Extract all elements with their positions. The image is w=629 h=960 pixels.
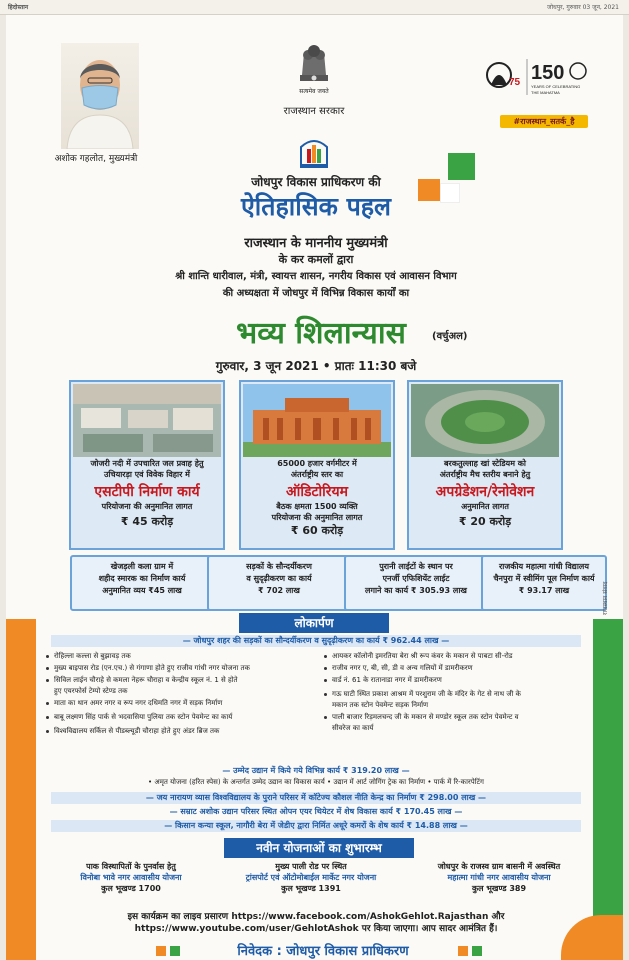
project-desc: 65000 हजार वर्गमीटर में	[277, 459, 357, 468]
headline-note: (वर्चुअल)	[432, 331, 468, 342]
title-main: ऐतिहासिक पहल	[240, 192, 391, 221]
project-cost: ₹ 45 करोड़	[120, 515, 174, 528]
cm-caption: अशोक गहलोत, मुख्यमंत्री	[54, 154, 138, 164]
project-desc: अंतर्राष्ट्रीय स्तर का	[290, 470, 344, 479]
emblem-motto: सत्यमेव जयते	[299, 88, 329, 95]
title-line-3: राजस्थान के माननीय मुख्यमंत्री	[244, 236, 388, 251]
list-item: मुख्य बाइपास रोड (एन.एच.) से गंगाणा होते हुए राजीव गांधी नगर योजना तक	[54, 664, 250, 672]
government-name: राजस्थान सरकार	[283, 106, 345, 117]
svg-text:75: 75	[509, 77, 521, 88]
project-desc: अनुमानित लागत	[461, 502, 509, 511]
list-item: रोहिल्ला कल्ला से बुझावड़ तक	[54, 652, 131, 660]
svg-text:YEARS OF CELEBRATING: YEARS OF CELEBRATING	[531, 84, 581, 89]
project-desc: अंतर्राष्ट्रीय मैच स्तरीय बनाने हेतु	[439, 470, 531, 479]
side-credit: राजस्थान संवाद	[602, 581, 609, 615]
small-project-line: ₹ 702 लाख	[258, 586, 300, 595]
small-project-line: पुरानी लाईटों के स्थान पर	[379, 562, 453, 571]
list-item: वार्ड नं. 61 के रातानाडा नगर में डामरीकरण	[332, 676, 442, 684]
headline: भव्य शिलान्यास	[236, 316, 406, 351]
live-stream-note	[66, 911, 566, 935]
university-bar: — जय नारायण व्यास विश्वविद्यालय के पुराने परिसर में कॉटेज्य कौशल नीति केन्द्र का निर्माण ₹ 298.00 लाख —	[51, 792, 581, 804]
saffron-corner	[561, 915, 623, 960]
scheme-item	[211, 861, 411, 894]
project-name: अपग्रेडेशन/रेनोवेशन	[435, 484, 535, 500]
list-item: विश्वविद्यालय सर्किल से पीडब्ल्यूडी चौराहा होते हुए अंडर ब्रिज तक	[54, 727, 220, 735]
saffron-square-icon	[458, 946, 468, 956]
title-line-1: जोधपुर विकास प्राधिकरण की	[251, 175, 381, 189]
hashtag-badge: #राजस्थान_सतर्क_है	[500, 115, 588, 128]
roads-bar: — जोधपुर शहर की सड़कों का सौन्दर्यीकरण व सुदृढ़ीकरण का कार्य ₹ 962.44 लाख —	[51, 635, 581, 647]
lokarpan-right-list	[324, 651, 586, 761]
scheme-plots: कुल भूखण्ड 389	[471, 884, 527, 893]
ashoka-emblem-icon	[294, 39, 334, 89]
stadium-photo	[411, 384, 559, 457]
project-card-stadium	[407, 380, 563, 550]
scheme-desc: मुख्य पाली रोड पर स्थित	[275, 862, 347, 871]
gandhi-150-badge	[481, 55, 591, 99]
scheme-name: महात्मा गांधी नगर आवासीय योजना	[447, 873, 551, 882]
small-project-line: लगाने का कार्य ₹ 305.93 लाख	[365, 586, 467, 595]
theatre-bar: — सम्राट अशोक उद्यान परिसर स्थित ओपन एयर थियेटर में शेष विकास कार्य ₹ 170.45 लाख —	[169, 807, 463, 816]
scheme-name: ट्रांसपोर्ट एवं ऑटोमोबाईल मार्केट नगर योजना	[245, 873, 377, 882]
auditorium-photo	[243, 384, 391, 457]
small-project-card	[207, 555, 351, 611]
project-desc: उचियारड़ा एवं विवेक विहार में	[104, 470, 190, 479]
live-stream-line-2: https://www.youtube.com/user/GehlotAshok पर किया जाएगा। आप सादर आमंत्रित हैं।	[134, 924, 498, 934]
small-project-card	[481, 555, 607, 611]
project-card-auditorium	[239, 380, 395, 550]
list-item: सिविल लाईन चौराहे से कमला नेहरू चौराहा व केन्द्रीय स्कूल नं. 1 से होते	[54, 676, 238, 684]
scheme-desc: पाक विस्थापितों के पुनर्वास हेतु	[86, 862, 176, 871]
svg-text:THE MAHATMA: THE MAHATMA	[531, 90, 560, 95]
project-desc: परियोजना की अनुमानित लागत	[101, 502, 193, 511]
new-schemes-heading: नवीन योजनाओं का शुभारम्भ	[224, 838, 414, 858]
signoff-row	[38, 944, 558, 958]
umaid-details: • अमृत योजना (हरित स्पेस) के अन्तर्गत उम्मेद उद्यान का विकास कार्य • उद्यान में आर्ट जोगिंग ट्रेक का निर्माण • पार्क में रि-कारपेटिंग	[148, 778, 484, 786]
small-project-line: चैनपुरा में स्वीमिंग पूल निर्माण कार्य	[493, 574, 595, 583]
advertisement	[6, 15, 623, 960]
newspaper-name: हिदोस्तान	[8, 4, 29, 11]
lokarpan-heading: लोकार्पण	[239, 613, 389, 633]
live-stream-line-1: इस कार्यक्रम का लाइव प्रसारण https://www.facebook.com/AshokGehlot.Rajasthan और	[127, 912, 505, 922]
signoff: निवेदक : जोधपुर विकास प्राधिकरण	[237, 944, 409, 959]
small-project-line: राजकीय महात्मा गांधी विद्यालय	[499, 562, 589, 571]
scheme-item	[404, 861, 594, 894]
small-project-line: एनर्जी एफिशियेंट लाईट	[382, 574, 450, 583]
small-project-line: शहीद स्मारक का निर्माण कार्य	[98, 574, 186, 583]
scheme-plots: कुल भूखण्ड 1391	[281, 884, 341, 893]
event-datetime: गुरुवार, 3 जून 2021 • प्रातः 11:30 बजे	[215, 359, 417, 373]
title-line-4: के कर कमलों द्वारा	[278, 253, 354, 266]
umaid-bar: — उम्मेद उद्यान में किये गये विभिन्न कार्य ₹ 319.20 लाख —	[222, 766, 410, 775]
list-item: पाली बाजार रिड़मलचन्द जी के मकान से मण्डोर स्कूल तक स्टोन पेवमेन्ट व	[332, 713, 519, 721]
project-cost: ₹ 20 करोड़	[458, 515, 512, 528]
small-project-line: अनुमानित व्यय ₹45 लाख	[102, 586, 182, 595]
scheme-item	[46, 861, 216, 894]
list-item: राजीव नगर ए, बी, सी, डी व अन्य गलियों में डामरीकरण	[332, 664, 473, 672]
cm-photo	[61, 43, 139, 149]
project-desc: जोजरी नदी में उपचारित जल प्रवाह हेतु	[90, 459, 204, 468]
project-cost: ₹ 60 करोड़	[290, 524, 344, 537]
newspaper-strip	[0, 0, 629, 15]
green-square-icon	[472, 946, 482, 956]
list-item: बाबू लक्ष्मण सिंह पार्क से भदवासिया पुलिया तक स्टोन पेवमेन्ट का कार्य	[54, 713, 233, 721]
project-desc: बरकतुल्लाह खां स्टेडियम को	[443, 459, 526, 468]
scheme-plots: कुल भूखण्ड 1700	[101, 884, 161, 893]
svg-text:150: 150	[531, 62, 565, 84]
title-line-6: की अध्यक्षता में जोधपुर में विभिन्न विकास कार्यों का	[222, 288, 410, 299]
title-line-5: श्री शान्ति धारीवाल, मंत्री, स्वायत्त शासन, नगरीय विकास एवं आवासन विभाग	[175, 271, 457, 282]
list-item: आयकर कॉलोनी इमरतिया बेरा श्री रूप कंवर के मकान से पाबटा सी-रोड	[332, 652, 513, 660]
list-item: हुए एयरफोर्स टेम्पो स्टेण्ड तक	[54, 687, 128, 695]
saffron-band	[6, 619, 36, 960]
lokarpan-left-list	[46, 651, 316, 761]
green-square-icon	[170, 946, 180, 956]
small-project-card	[344, 555, 488, 611]
list-item: माता का थान अमर नगर व रूप नगर दधिमति नगर में सड़क निर्माण	[54, 699, 223, 707]
list-item: गऊ घाटी स्थित प्रकाश आश्रम में परशुराम जी के मंदिर के गेट से नाथ जी के	[332, 690, 521, 698]
saffron-square-icon	[156, 946, 166, 956]
project-card-stp	[69, 380, 225, 550]
list-item: मकान तक स्टोन पेवमेन्ट सड़क निर्माण	[332, 701, 429, 709]
small-project-line: व सुदृढ़ीकरण का कार्य	[246, 574, 312, 583]
green-band	[593, 619, 623, 960]
scheme-name: विनोबा भावे नगर आवासीय योजना	[80, 873, 182, 882]
jda-logo-icon	[298, 135, 330, 169]
small-project-line: ₹ 93.17 लाख	[518, 586, 570, 595]
project-name: एसटीपी निर्माण कार्य	[94, 484, 200, 500]
small-project-card	[70, 555, 214, 611]
newspaper-date: जोधपुर, गुरुवार 03 जून, 2021	[547, 4, 619, 11]
project-desc: परियोजना की अनुमानित लागत	[271, 513, 363, 522]
small-project-line: खेजड़ली कला ग्राम में	[110, 562, 174, 571]
small-project-line: सड़कों के सौन्दर्यीकरण	[246, 562, 312, 571]
school-bar: — किसान कन्या स्कूल, नागौरी बेरा में जेडीए द्वारा निर्मित अधूरे कमरों के शेष कार्य ₹ 14.88 लाख —	[51, 820, 581, 832]
project-name: ऑडिटोरियम	[286, 484, 348, 500]
stp-photo	[73, 384, 221, 457]
list-item: सीवरेज का कार्य	[332, 724, 374, 732]
project-desc: बैठक क्षमता 1500 व्यक्ति	[276, 502, 358, 511]
scheme-desc: जोधपुर के राजस्व ग्राम बासनी में अवस्थित	[437, 862, 561, 871]
